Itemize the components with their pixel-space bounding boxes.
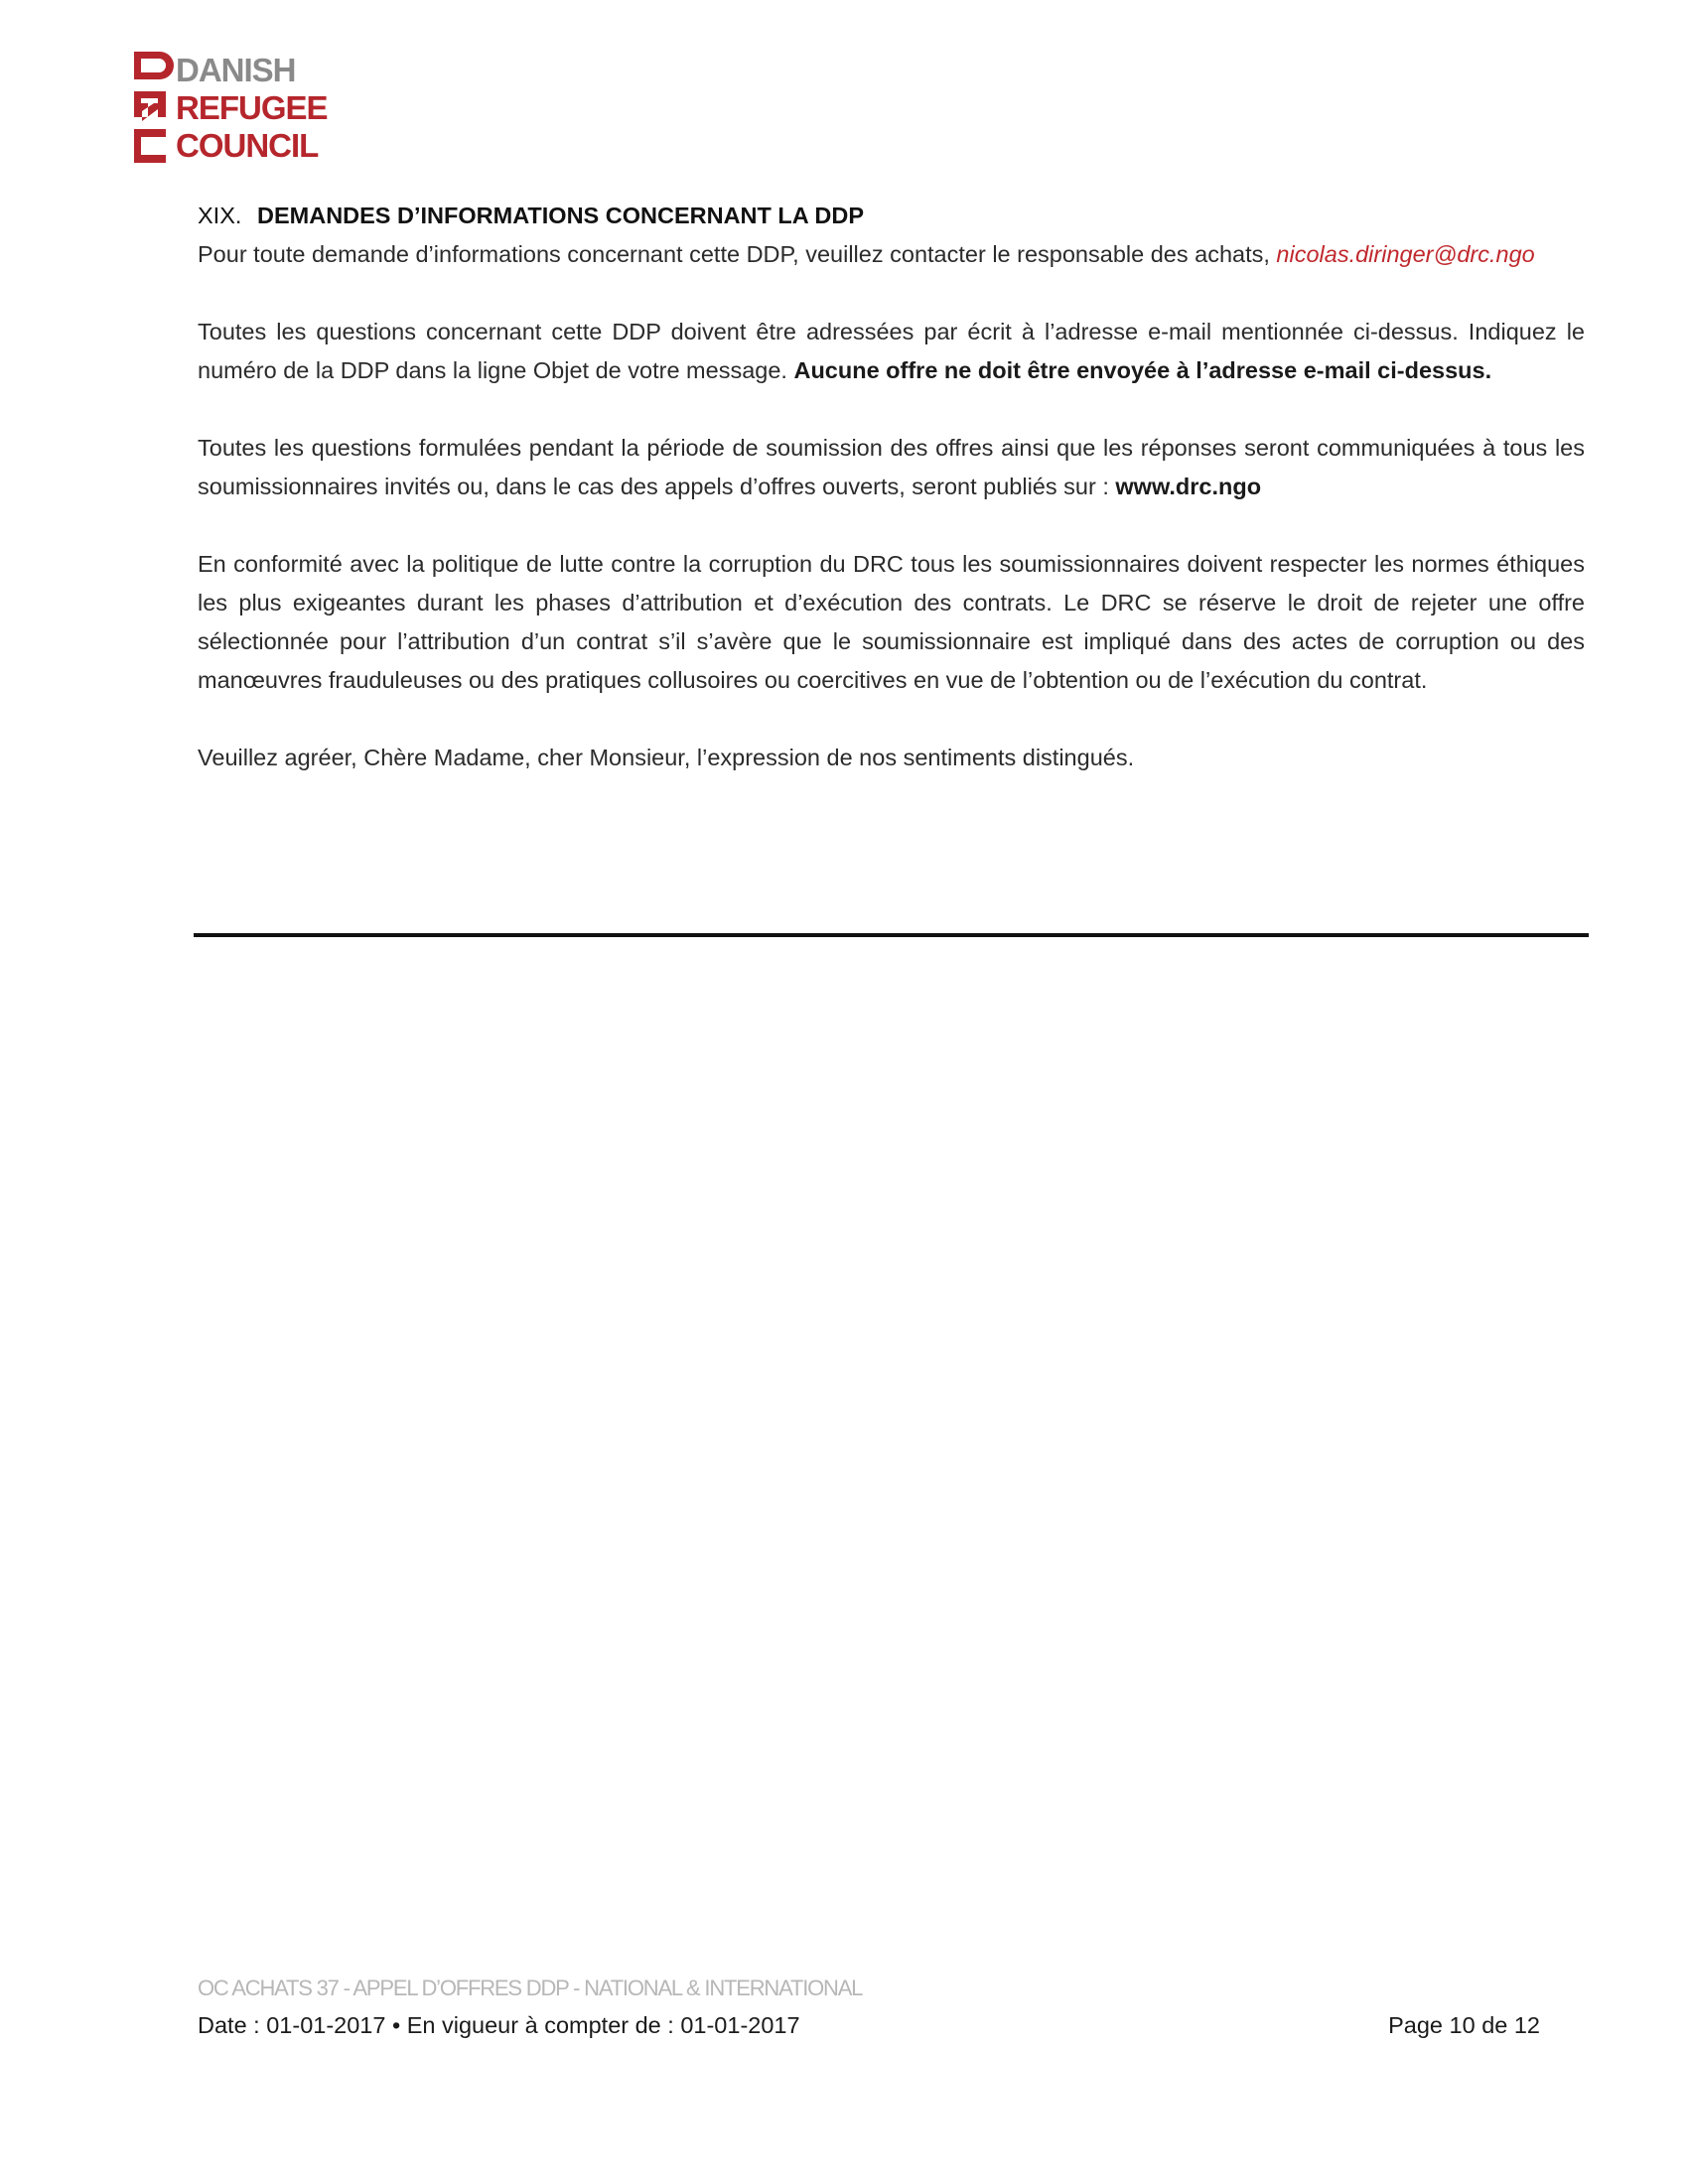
logo-word-danish: DANISH	[176, 52, 296, 88]
section-title: DEMANDES D’INFORMATIONS CONCERNANT LA DDP	[257, 203, 864, 228]
footer-page-number: Page 10 de 12	[1388, 2012, 1540, 2038]
section-heading	[198, 197, 1585, 235]
paragraph-contact	[198, 235, 1585, 274]
section-number: XIX.	[198, 203, 242, 228]
paragraph-contact-text: Pour toute demande d’informations concernant cette DDP, veuillez contacter le responsable des achats,	[198, 241, 1270, 267]
paragraph-questions-warning: Aucune offre ne doit être envoyée à l’adresse e-mail ci-dessus.	[793, 357, 1492, 383]
document-body	[198, 197, 1585, 816]
paragraph-publication	[198, 429, 1585, 506]
logo-word-council: COUNCIL	[176, 127, 319, 164]
logo-word-refugee: REFUGEE	[176, 89, 328, 126]
drc-initials-mark	[134, 52, 174, 163]
contact-email-link[interactable]: nicolas.diringer@drc.ngo	[1276, 241, 1535, 267]
footer-date: Date : 01-01-2017 • En vigueur à compter de : 01-01-2017	[198, 2012, 800, 2038]
paragraph-questions-text: Toutes les questions concernant cette DDP doivent être adressées par écrit à l’adresse e-mail mentionnée ci-dessus. Indiquez le numéro de la DDP dans la ligne Objet de votre message.	[198, 319, 1585, 383]
paragraph-publication-text: Toutes les questions formulées pendant la période de soumission des offres ainsi que les réponses seront communiquées à tous les soumissionnaires invités ou, dans le cas des appels d’offres ouverts, seront publiés sur :	[198, 435, 1585, 499]
paragraph-closing: Veuillez agréer, Chère Madame, cher Monsieur, l’expression de nos sentiments distingués.	[198, 745, 1135, 770]
drc-logo	[132, 52, 341, 167]
website-link[interactable]: www.drc.ngo	[1115, 474, 1262, 499]
section-divider	[194, 933, 1589, 937]
paragraph-questions	[198, 313, 1585, 390]
paragraph-anti-corruption: En conformité avec la politique de lutte contre la corruption du DRC tous les soumissionnaires doivent respecter les normes éthiques les plus exigeantes durant les phases d’attribution et d’exécution des contrats. Le DRC se réserve le droit de rejeter une offre sélectionnée pour l’attribution d’un contrat s’il s’avère que le soumissionnaire est impliqué dans des actes de corruption ou des manœuvres frauduleuses ou des pratiques collusoires ou coercitives en vue de l’obtention ou de l’exécution du contrat.	[198, 551, 1585, 693]
footer-info-line	[198, 2012, 1540, 2039]
footer-document-title: OC ACHATS 37 - APPEL D’OFFRES DDP - NATIONAL & INTERNATIONAL	[198, 1976, 863, 2000]
